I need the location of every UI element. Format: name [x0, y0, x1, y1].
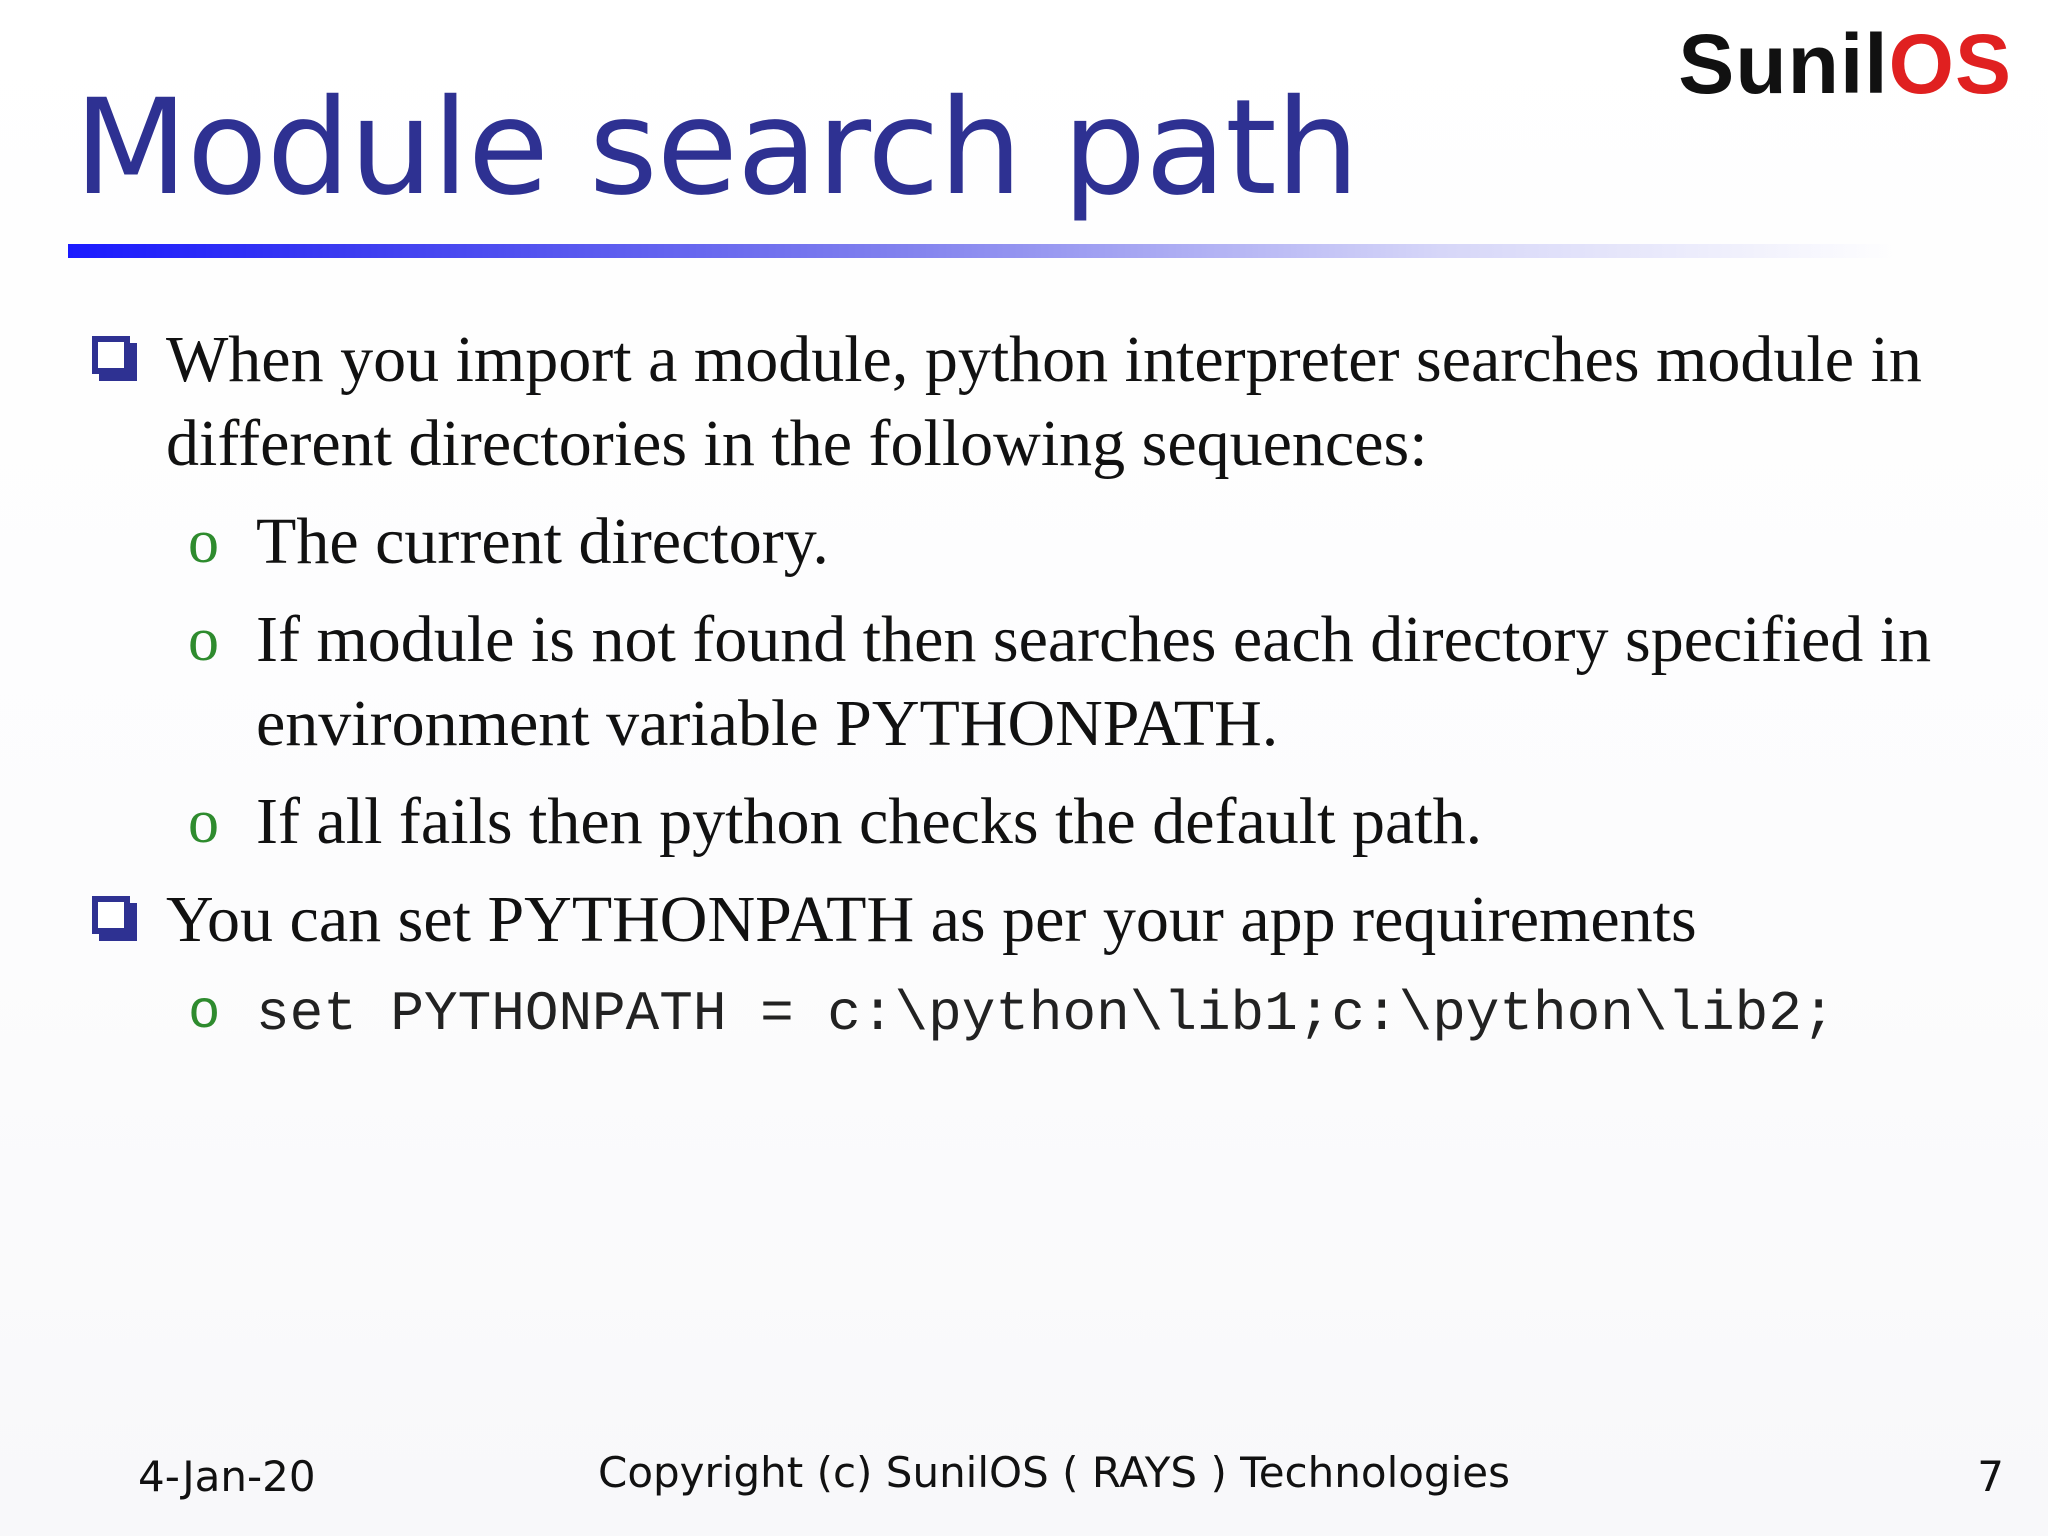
checkbox-icon [92, 896, 130, 934]
sub-bullet-item [88, 500, 1988, 584]
footer-page-number: 7 [1977, 1452, 2004, 1501]
logo-text-accent: OS [1888, 17, 2012, 111]
sub-bullet-text: If module is not found then searches each directory specified in environment variable PYTHONPATH. [256, 603, 1932, 760]
footer-copyright: Copyright (c) SunilOS ( RAYS ) Technologies [598, 1448, 1510, 1497]
sub-bullet-marker: o [188, 606, 219, 674]
title-underline [68, 244, 1898, 258]
sub-bullet-text: If all fails then python checks the default path. [256, 785, 1483, 858]
code-sub-bullet [88, 976, 1988, 1052]
logo-text-main: Sunil [1678, 17, 1889, 111]
slide-content [88, 318, 1988, 1052]
sub-bullet-item [88, 780, 1988, 864]
code-text: set PYTHONPATH = c:\python\lib1;c:\python\lib2; [256, 982, 1836, 1046]
sub-bullet-text: The current directory. [256, 505, 829, 578]
sub-bullet-marker: o [188, 508, 219, 576]
bullet-text: When you import a module, python interpreter searches module in different directories in the following sequences: [166, 323, 1922, 480]
bullet-text: You can set PYTHONPATH as per your app requirements [166, 883, 1697, 956]
bullet-item [88, 878, 1988, 962]
checkbox-icon [92, 336, 130, 374]
sunilos-logo [1678, 17, 2012, 111]
sub-bullet-marker: o [188, 983, 221, 1044]
bullet-item [88, 318, 1988, 486]
sub-bullet-marker: o [188, 788, 219, 856]
slide-title: Module search path [74, 71, 1359, 225]
sub-bullet-item [88, 598, 1988, 766]
footer-date: 4-Jan-20 [138, 1452, 316, 1501]
